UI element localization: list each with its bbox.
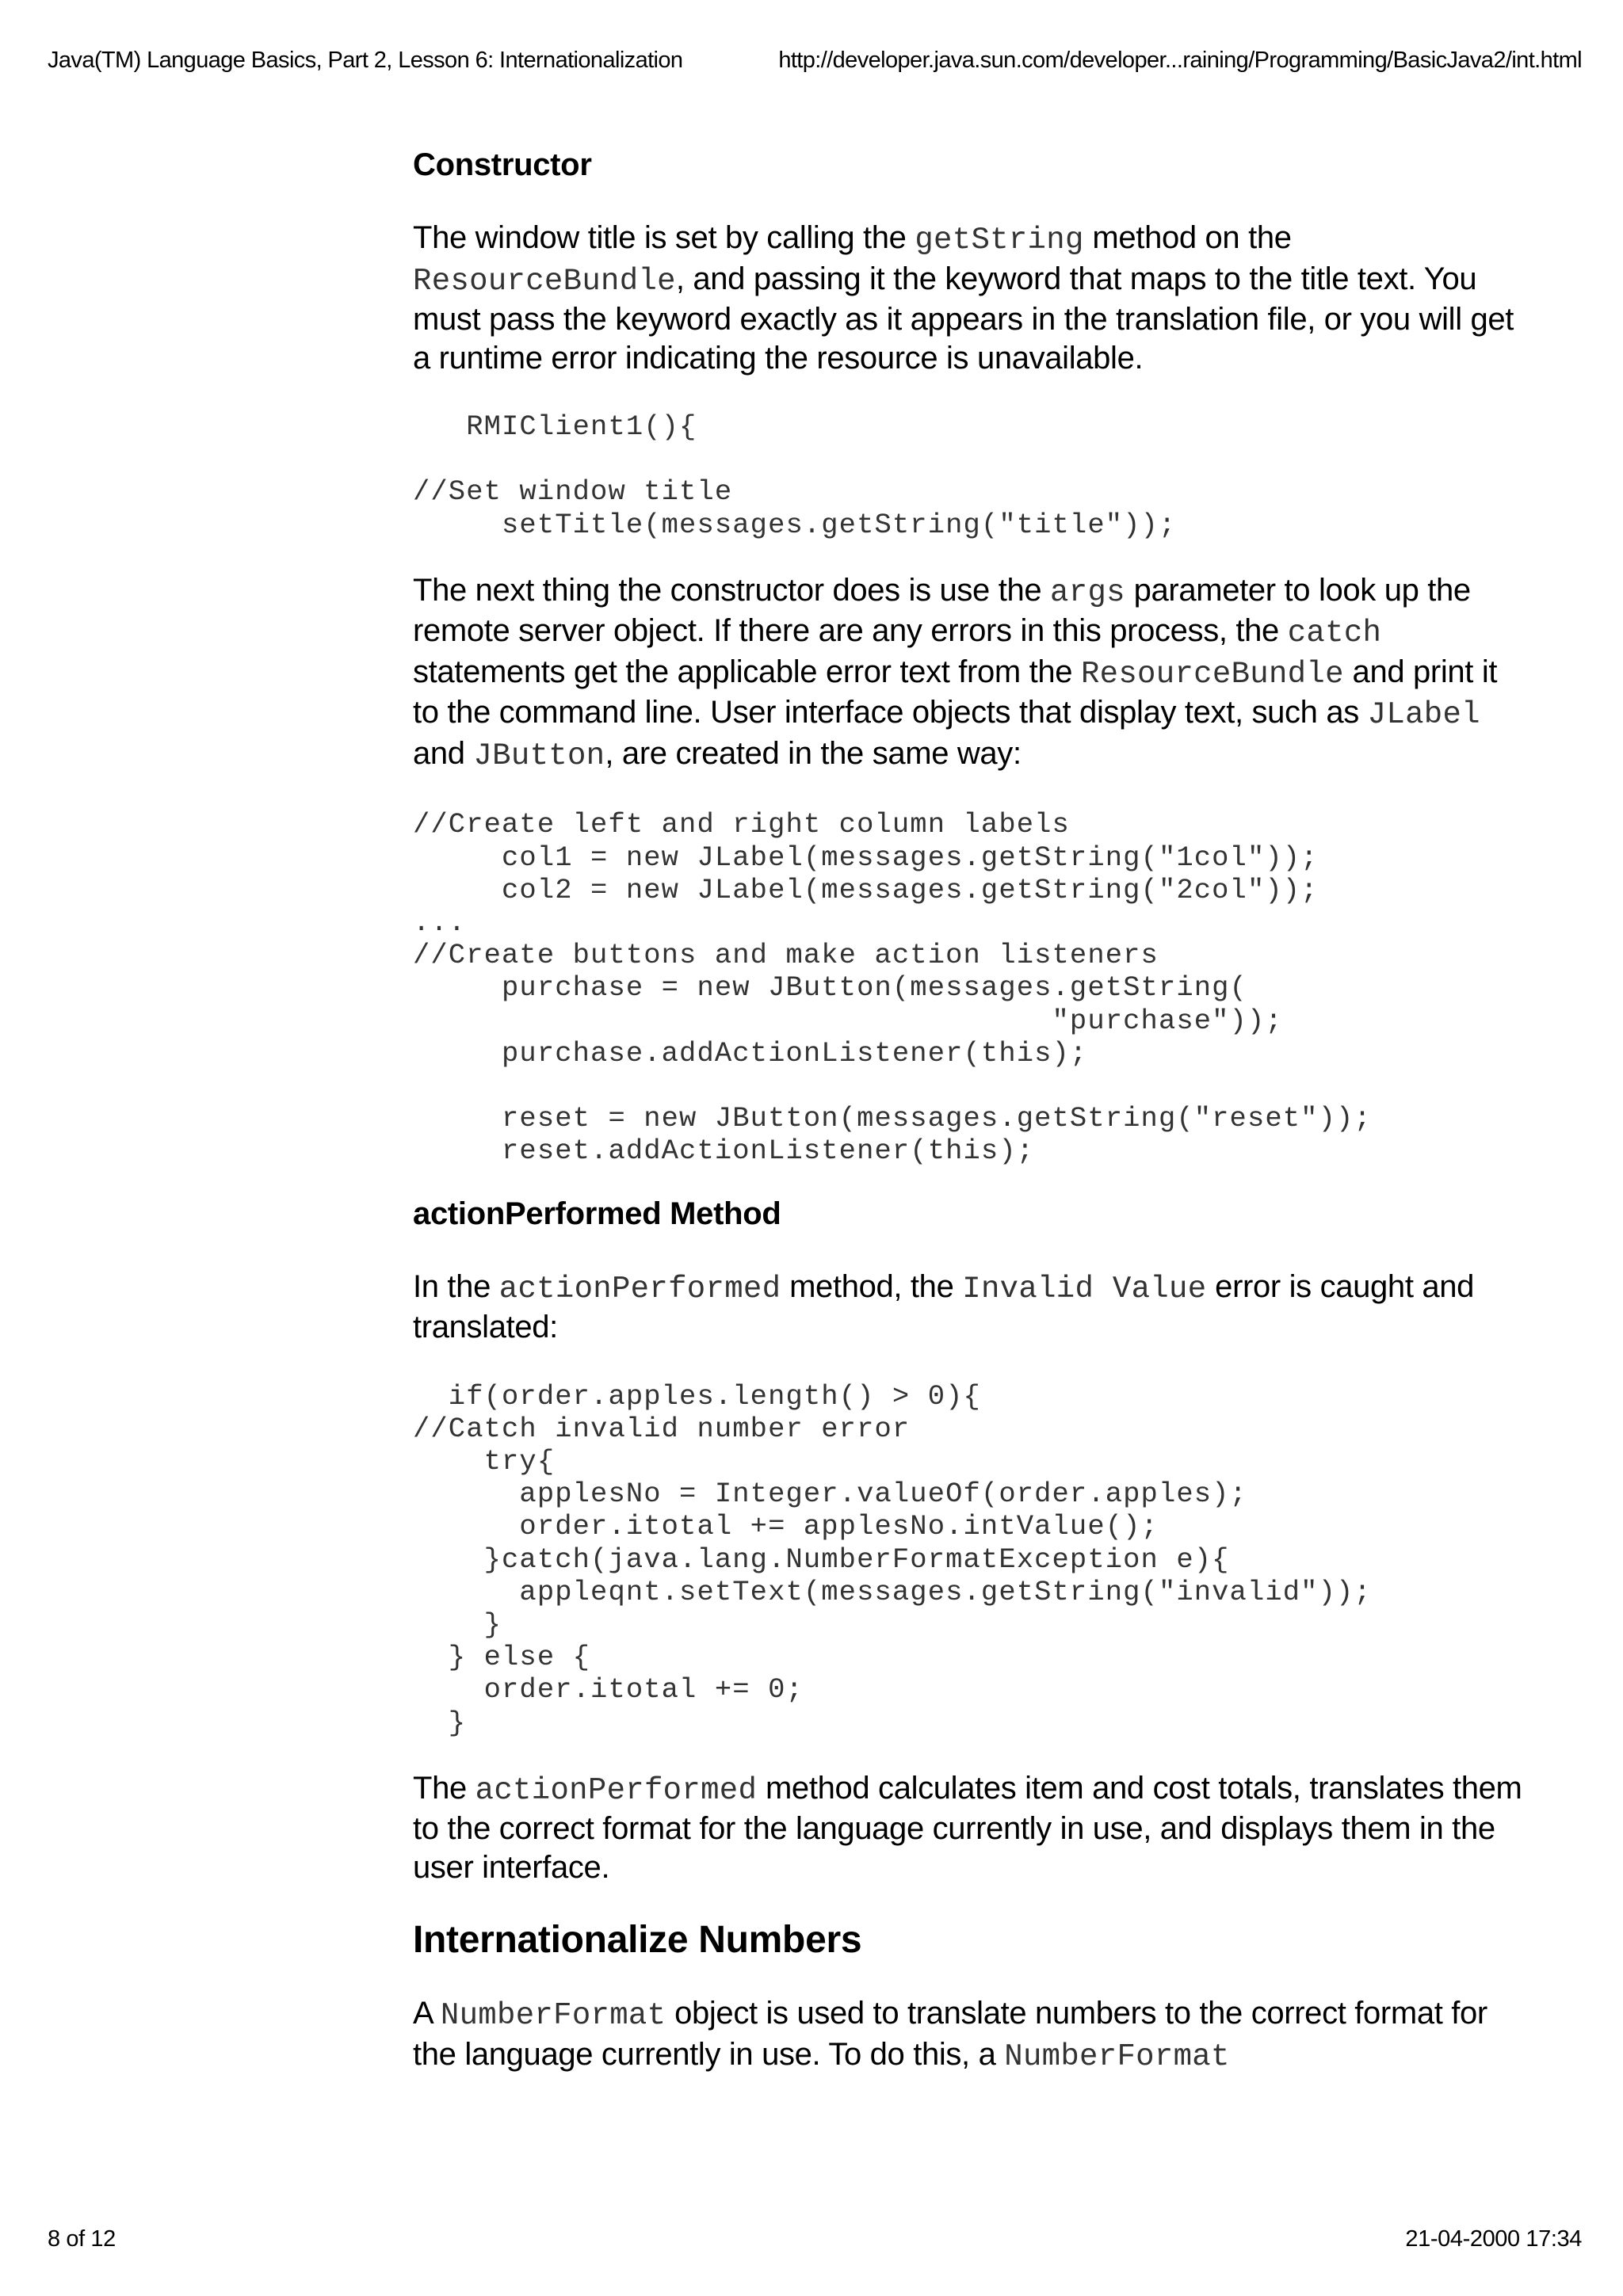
inline-code: JButton: [473, 738, 605, 773]
text: method on the: [1083, 220, 1292, 255]
paragraph-window-title: [413, 219, 1522, 377]
paragraph-invalid-value: [413, 1268, 1522, 1347]
heading-constructor: Constructor: [413, 147, 592, 182]
inline-code: actionPerformed: [498, 1271, 781, 1306]
paragraph-number-format: [413, 1994, 1522, 2076]
inline-code: actionPerformed: [475, 1772, 758, 1808]
code-block-labels-buttons: //Create left and right column labels col1 = new JLabel(messages.getString("1col")); col2 = new JLabel(messages.getString("2col")); ... //Create buttons and make action listeners purchase = new JButton(messages.getString( "purchase")); purchase.addActionListener(this); reset = new JButton(messages.getString("reset")); reset.addActionListener(this);: [413, 808, 1372, 1168]
text: parameter to look up the remote server object. If there are any errors in this process, the: [413, 572, 1471, 649]
page-header-url: http://developer.java.sun.com/developer...raining/Programming/BasicJava2/int.html: [778, 48, 1582, 73]
page-footer-datetime: 21-04-2000 17:34: [1405, 2226, 1582, 2252]
text: statements get the applicable error text from the: [413, 654, 1081, 689]
text: A: [413, 1996, 441, 2031]
text: In the: [413, 1268, 499, 1304]
text: error is caught and translated:: [413, 1268, 1475, 1345]
text: method, the: [781, 1268, 963, 1304]
inline-code: ResourceBundle: [1080, 656, 1344, 692]
inline-code: NumberFormat: [1004, 2039, 1230, 2074]
heading-action-performed: actionPerformed Method: [413, 1196, 781, 1231]
inline-code: Invalid Value: [962, 1271, 1207, 1306]
text: The window title is set by calling the: [413, 220, 915, 255]
text: The next thing the constructor does is use the: [413, 572, 1051, 608]
inline-code: NumberFormat: [440, 1998, 666, 2034]
inline-code: getString: [915, 223, 1084, 257]
paragraph-totals: [413, 1769, 1522, 1887]
text: and: [413, 735, 474, 771]
inline-code: JLabel: [1367, 697, 1480, 733]
text: The: [413, 1770, 475, 1806]
text: , and passing it the keyword that maps to the title text. You must pass the keyword exactly as it appears in the translation file, or you will get a runtime error indicating the resource is unavailable.: [413, 261, 1514, 376]
text: method calculates item and cost totals, translates them to the correct format for the language currently in use, and displays them in the user interface.: [413, 1770, 1522, 1885]
page-footer-page-number: 8 of 12: [48, 2226, 116, 2252]
text: object is used to translate numbers to the correct format for the language currently in use. To do this, a: [413, 1996, 1487, 2072]
text: , are created in the same way:: [605, 735, 1022, 771]
inline-code: catch: [1287, 616, 1382, 651]
code-block-constructor: RMIClient1(){ //Set window title setTitle(messages.getString("title"));: [413, 410, 1177, 541]
document-body: [413, 143, 1522, 2076]
text: and print it to the command line. User interface objects that display text, such as: [413, 654, 1498, 730]
inline-code: args: [1050, 574, 1125, 610]
heading-internationalize-numbers: Internationalize Numbers: [413, 1919, 862, 1962]
code-block-action-performed: if(order.apples.length() > 0){ //Catch invalid number error try{ applesNo = Integer.valueOf(order.apples); order.itotal += applesNo.intValue(); }catch(java.lang.NumberFormatException e){ appleqnt.setText(messages.getString("invalid")); } } else { order.itotal += 0; }: [413, 1379, 1372, 1739]
inline-code: ResourceBundle: [413, 263, 676, 299]
paragraph-constructor-lookup: [413, 571, 1522, 776]
page-header-title: Java(TM) Language Basics, Part 2, Lesson 6: Internationalization: [48, 48, 683, 73]
